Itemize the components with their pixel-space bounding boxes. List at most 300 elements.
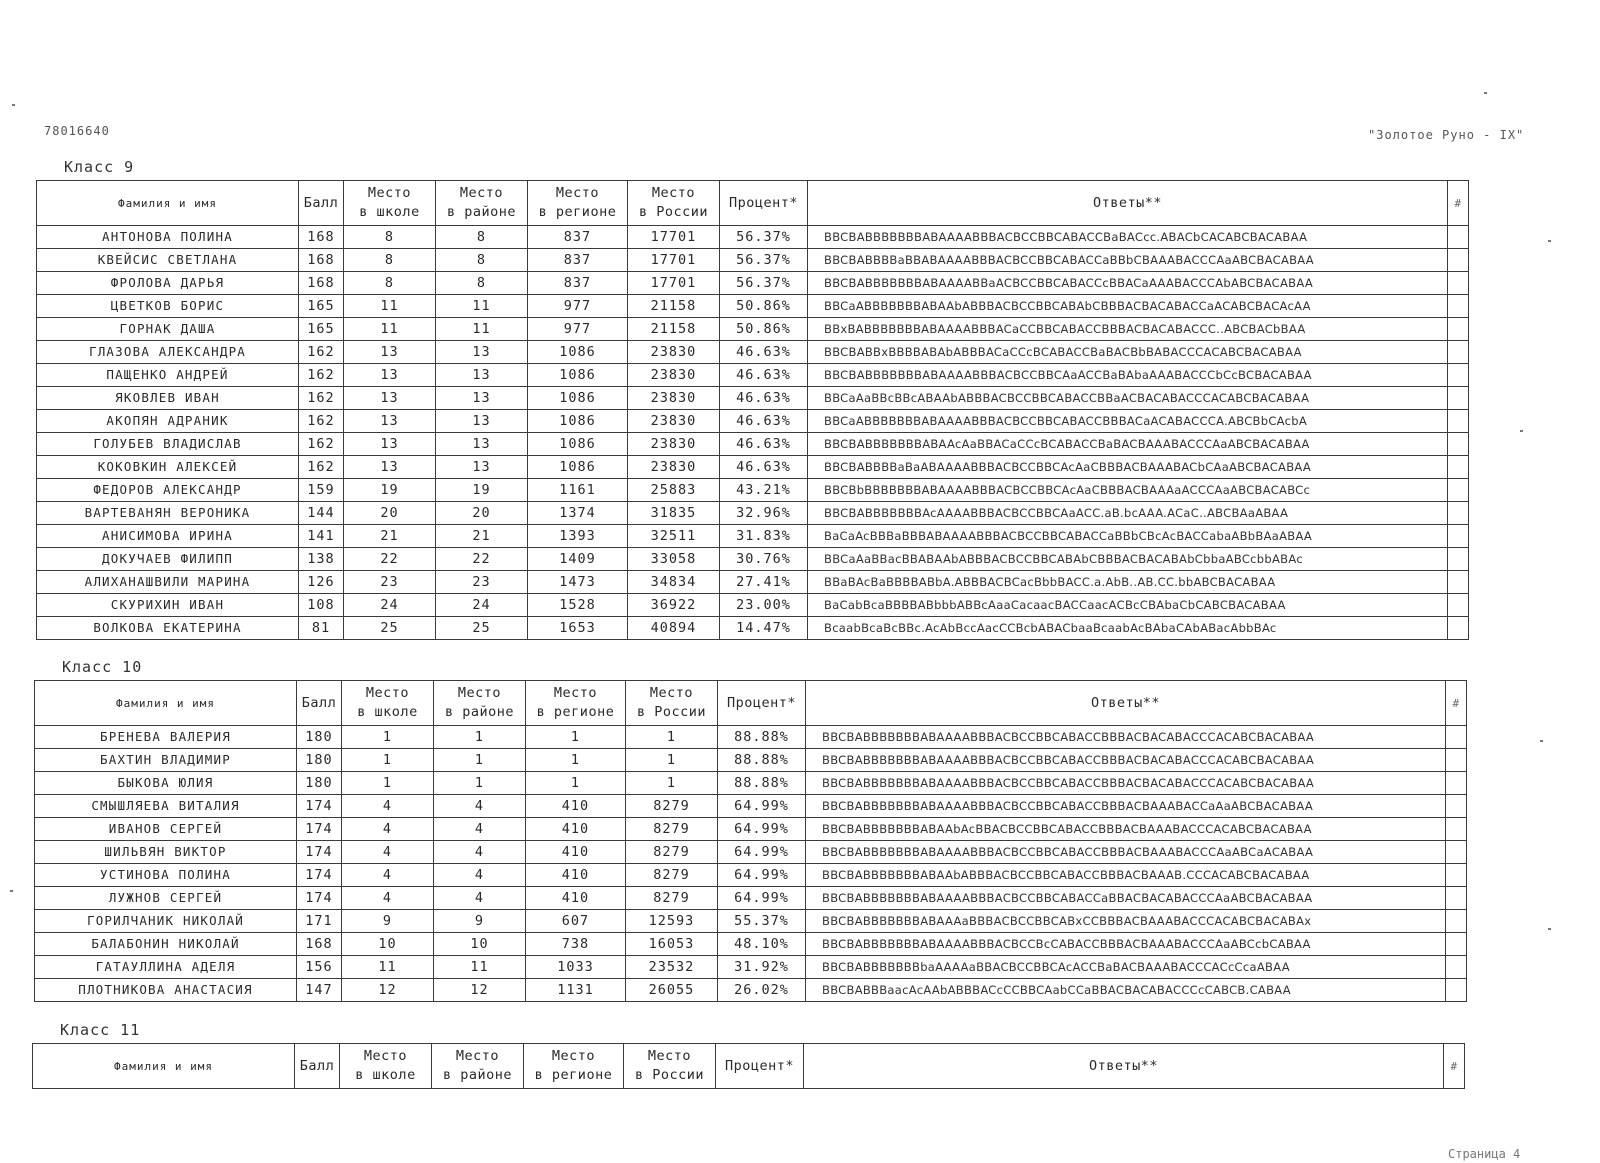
cell-school: 4: [342, 864, 434, 887]
cell-region: 607: [526, 910, 626, 933]
cell-name: ВАРТЕВАНЯН ВЕРОНИКА: [37, 502, 299, 525]
cell-percent: 26.02%: [718, 979, 806, 1002]
table-row: [37, 433, 1469, 456]
cell-percent: 46.63%: [720, 456, 808, 479]
cell-answers: BBCaABBBBBBBABAAbABBBACBCCBBCABAbCBBBACBACABACCaACABCBACAcAA: [808, 295, 1448, 318]
cell-russia: 12593: [626, 910, 718, 933]
cell-answers: BBCaAaBBcBBcABAAbABBBACBCCBBCABACCBBaACBACABACCCACABCBACABAA: [808, 387, 1448, 410]
cell-district: 8: [436, 272, 528, 295]
cell-hash: [1446, 841, 1467, 864]
cell-score: 147: [297, 979, 342, 1002]
cell-russia: 21158: [628, 318, 720, 341]
cell-name: КВЕЙСИС СВЕТЛАНА: [37, 249, 299, 272]
cell-district: 11: [434, 956, 526, 979]
col-russia-place: Место в России: [626, 681, 718, 726]
cell-percent: 46.63%: [720, 341, 808, 364]
cell-hash: [1448, 525, 1469, 548]
cell-name: КОКОВКИН АЛЕКСЕЙ: [37, 456, 299, 479]
col-school-place: Место в школе: [340, 1044, 432, 1089]
cell-name: АЛИХАНАШВИЛИ МАРИНА: [37, 571, 299, 594]
cell-name: ГОЛУБЕВ ВЛАДИСЛАВ: [37, 433, 299, 456]
col-district-place: Место в районе: [434, 681, 526, 726]
results-table-class-9: [36, 180, 1468, 640]
scan-speck: [1520, 430, 1523, 432]
document-id: 78016640: [44, 124, 110, 138]
page-number: Страница 4: [1448, 1147, 1521, 1161]
cell-russia: 26055: [626, 979, 718, 1002]
col-percent: Процент*: [718, 681, 806, 726]
cell-answers: BBaBAcBaBBBBABbA.ABBBACBCacBbbBACC.a.AbB..AB.CC.bbABCBACABAA: [808, 571, 1448, 594]
cell-russia: 23830: [628, 433, 720, 456]
cell-school: 4: [342, 841, 434, 864]
cell-region: 1: [526, 772, 626, 795]
cell-name: АКОПЯН АДРАНИК: [37, 410, 299, 433]
cell-school: 1: [342, 749, 434, 772]
col-region-place: Место в регионе: [526, 681, 626, 726]
cell-hash: [1448, 456, 1469, 479]
cell-score: 168: [297, 933, 342, 956]
cell-name: ИВАНОВ СЕРГЕЙ: [35, 818, 297, 841]
cell-russia: 8279: [626, 818, 718, 841]
cell-school: 13: [344, 341, 436, 364]
cell-region: 1131: [526, 979, 626, 1002]
cell-answers: BBCBABBBBBBBABAAcAaBBACaCCcBCABACCBaBACBAAABACCCAaABCBACABAA: [808, 433, 1448, 456]
cell-school: 8: [344, 272, 436, 295]
cell-hash: [1446, 979, 1467, 1002]
cell-district: 11: [436, 318, 528, 341]
col-russia-place: Место в России: [624, 1044, 716, 1089]
cell-district: 21: [436, 525, 528, 548]
cell-school: 1: [342, 772, 434, 795]
table-row: [35, 749, 1467, 772]
scan-speck: [12, 104, 15, 106]
cell-name: ШИЛЬВЯН ВИКТОР: [35, 841, 297, 864]
table-row: [37, 226, 1469, 249]
cell-district: 1: [434, 749, 526, 772]
cell-score: 180: [297, 726, 342, 749]
cell-district: 25: [436, 617, 528, 640]
cell-score: 168: [299, 249, 344, 272]
cell-region: 977: [528, 318, 628, 341]
col-hash: #: [1446, 681, 1467, 726]
cell-district: 13: [436, 341, 528, 364]
cell-score: 141: [299, 525, 344, 548]
cell-percent: 55.37%: [718, 910, 806, 933]
cell-region: 1086: [528, 410, 628, 433]
col-district-place: Место в районе: [436, 181, 528, 226]
col-school-place: Место в школе: [344, 181, 436, 226]
col-district-place: Место в районе: [432, 1044, 524, 1089]
cell-russia: 32511: [628, 525, 720, 548]
col-score: Балл: [295, 1044, 340, 1089]
cell-name: ГОРИЛЧАНИК НИКОЛАЙ: [35, 910, 297, 933]
cell-russia: 1: [626, 749, 718, 772]
cell-score: 159: [299, 479, 344, 502]
cell-school: 23: [344, 571, 436, 594]
cell-percent: 88.88%: [718, 772, 806, 795]
cell-answers: BBCBABBBBBBBbaAAAAaBBACBCCBBCAcACCBaBACBAAABACCCACcCcaABAA: [806, 956, 1446, 979]
scan-speck: [1484, 92, 1487, 94]
cell-region: 1086: [528, 456, 628, 479]
cell-score: 168: [299, 226, 344, 249]
table-row: [35, 818, 1467, 841]
cell-school: 19: [344, 479, 436, 502]
cell-percent: 56.37%: [720, 226, 808, 249]
cell-score: 162: [299, 410, 344, 433]
cell-region: 410: [526, 795, 626, 818]
col-hash: #: [1448, 181, 1469, 226]
cell-region: 1086: [528, 433, 628, 456]
table-row: [37, 456, 1469, 479]
cell-name: СКУРИХИН ИВАН: [37, 594, 299, 617]
cell-russia: 23830: [628, 364, 720, 387]
cell-school: 13: [344, 410, 436, 433]
cell-name: ГЛАЗОВА АЛЕКСАНДРА: [37, 341, 299, 364]
cell-name: ЯКОВЛЕВ ИВАН: [37, 387, 299, 410]
cell-russia: 8279: [626, 864, 718, 887]
cell-hash: [1446, 933, 1467, 956]
cell-score: 162: [299, 433, 344, 456]
cell-district: 13: [436, 410, 528, 433]
table-row: [37, 548, 1469, 571]
cell-school: 1: [342, 726, 434, 749]
cell-percent: 48.10%: [718, 933, 806, 956]
cell-score: 165: [299, 318, 344, 341]
cell-hash: [1448, 410, 1469, 433]
cell-score: 108: [299, 594, 344, 617]
cell-name: ПЛОТНИКОВА АНАСТАСИЯ: [35, 979, 297, 1002]
cell-answers: BaCaAcBBBaBBBABAAAABBBACBCCBBCABACCaBBbCBcAcBACCabaABbBAaABAA: [808, 525, 1448, 548]
cell-answers: BBCBABBBBBBBABAAAaBBBACBCCBBCABxCCBBBACBAAABACCCACABCBACABAx: [806, 910, 1446, 933]
cell-name: БАЛАБОНИН НИКОЛАЙ: [35, 933, 297, 956]
cell-region: 1: [526, 726, 626, 749]
table-row: [37, 502, 1469, 525]
cell-percent: 88.88%: [718, 749, 806, 772]
col-percent: Процент*: [720, 181, 808, 226]
cell-answers: BBCBABBBBBBBABAAAABBBACBCCBBCAaACCBaBAbaAAABACCCbCcBCBACABAA: [808, 364, 1448, 387]
table-header-row: [35, 681, 1467, 726]
cell-district: 1: [434, 772, 526, 795]
table-row: [37, 410, 1469, 433]
cell-answers: BBCBABBBaacAcAAbABBBACcCCBBCAabCCaBBACBACABACCCcCABCB.CABAA: [806, 979, 1446, 1002]
table-row: [35, 726, 1467, 749]
cell-school: 11: [344, 295, 436, 318]
cell-name: БРЕНЕВА ВАЛЕРИЯ: [35, 726, 297, 749]
cell-score: 165: [299, 295, 344, 318]
cell-russia: 33058: [628, 548, 720, 571]
cell-russia: 34834: [628, 571, 720, 594]
cell-hash: [1448, 571, 1469, 594]
results-table-class-11: [32, 1043, 1464, 1089]
cell-name: ЦВЕТКОВ БОРИС: [37, 295, 299, 318]
cell-score: 162: [299, 387, 344, 410]
cell-score: 162: [299, 341, 344, 364]
cell-percent: 46.63%: [720, 364, 808, 387]
cell-district: 19: [436, 479, 528, 502]
cell-school: 24: [344, 594, 436, 617]
table-row: [37, 525, 1469, 548]
cell-school: 22: [344, 548, 436, 571]
cell-russia: 16053: [626, 933, 718, 956]
contest-title: "Золотое Руно - IX": [1368, 128, 1525, 142]
cell-percent: 31.83%: [720, 525, 808, 548]
cell-score: 174: [297, 841, 342, 864]
cell-school: 10: [342, 933, 434, 956]
cell-percent: 32.96%: [720, 502, 808, 525]
cell-hash: [1448, 433, 1469, 456]
cell-district: 4: [434, 864, 526, 887]
cell-percent: 64.99%: [718, 795, 806, 818]
cell-hash: [1448, 594, 1469, 617]
cell-name: ДОКУЧАЕВ ФИЛИПП: [37, 548, 299, 571]
table-row: [37, 594, 1469, 617]
cell-school: 11: [344, 318, 436, 341]
cell-score: 162: [299, 364, 344, 387]
cell-hash: [1448, 272, 1469, 295]
cell-russia: 8279: [626, 887, 718, 910]
cell-hash: [1446, 795, 1467, 818]
cell-hash: [1448, 479, 1469, 502]
cell-score: 174: [297, 818, 342, 841]
cell-district: 23: [436, 571, 528, 594]
col-name: Фамилия и имя: [37, 181, 299, 226]
cell-name: ПАЩЕНКО АНДРЕЙ: [37, 364, 299, 387]
cell-answers: BBCBABBBBBBBABAAAABBBACBCCBBCABACCBBBACBAAABACCaAaABCBACABAA: [806, 795, 1446, 818]
cell-percent: 64.99%: [718, 864, 806, 887]
table-row: [35, 772, 1467, 795]
scan-speck: [1548, 928, 1551, 930]
cell-district: 24: [436, 594, 528, 617]
cell-hash: [1446, 956, 1467, 979]
cell-name: ГАТАУЛЛИНА АДЕЛЯ: [35, 956, 297, 979]
cell-name: УСТИНОВА ПОЛИНА: [35, 864, 297, 887]
cell-district: 12: [434, 979, 526, 1002]
cell-score: 138: [299, 548, 344, 571]
table-row: [35, 887, 1467, 910]
cell-percent: 27.41%: [720, 571, 808, 594]
cell-hash: [1448, 387, 1469, 410]
table-row: [37, 364, 1469, 387]
cell-school: 9: [342, 910, 434, 933]
cell-answers: BBCBABBBBBBBABAAbABBBACBCCBBCABACCBBBACBAAAB.CCCACABCBACABAA: [806, 864, 1446, 887]
cell-hash: [1448, 364, 1469, 387]
cell-region: 1528: [528, 594, 628, 617]
cell-percent: 64.99%: [718, 887, 806, 910]
cell-score: 180: [297, 749, 342, 772]
cell-percent: 46.63%: [720, 433, 808, 456]
cell-region: 410: [526, 818, 626, 841]
cell-russia: 21158: [628, 295, 720, 318]
table-row: [35, 933, 1467, 956]
cell-answers: BBCBABBxBBBBABAbABBBACaCCcBCABACCBaBACBbBABACCCACABCBACABAA: [808, 341, 1448, 364]
cell-percent: 50.86%: [720, 295, 808, 318]
cell-answers: BcaabBcaBcBBc.AcAbBccAacCCBcbABACbaaBcaabAcBAbaCAbABacAbbBAc: [808, 617, 1448, 640]
cell-russia: 23830: [628, 410, 720, 433]
cell-score: 168: [299, 272, 344, 295]
cell-name: СМЫШЛЯЕВА ВИТАЛИЯ: [35, 795, 297, 818]
col-region-place: Место в регионе: [528, 181, 628, 226]
cell-score: 126: [299, 571, 344, 594]
cell-region: 410: [526, 841, 626, 864]
cell-percent: 31.92%: [718, 956, 806, 979]
table-row: [35, 979, 1467, 1002]
table-row: [35, 864, 1467, 887]
cell-district: 8: [436, 249, 528, 272]
cell-name: ФРОЛОВА ДАРЬЯ: [37, 272, 299, 295]
cell-district: 13: [436, 364, 528, 387]
cell-name: БЫКОВА ЮЛИЯ: [35, 772, 297, 795]
cell-hash: [1448, 295, 1469, 318]
table-row: [37, 318, 1469, 341]
col-name: Фамилия и имя: [35, 681, 297, 726]
cell-score: 171: [297, 910, 342, 933]
cell-answers: BBCaABBBBBBBABAAAABBBACBCCBBCABACCBBBACaACABACCCA.ABCBbCAcbA: [808, 410, 1448, 433]
cell-hash: [1448, 341, 1469, 364]
cell-hash: [1448, 318, 1469, 341]
cell-region: 837: [528, 226, 628, 249]
cell-answers: BBCBABBBBBBBABAAAABBBACBCCBBCABACCBBBACBACABACCCACABCBACABAA: [806, 772, 1446, 795]
cell-russia: 31835: [628, 502, 720, 525]
cell-school: 4: [342, 818, 434, 841]
cell-region: 1161: [528, 479, 628, 502]
cell-hash: [1446, 726, 1467, 749]
scan-speck: [1540, 740, 1543, 742]
col-russia-place: Место в России: [628, 181, 720, 226]
cell-answers: BBxBABBBBBBBABAAAABBBACaCCBBCABACCBBBACBACABACCC..ABCBACbBAA: [808, 318, 1448, 341]
cell-answers: BBCBABBBBaBBABAAAABBBACBCCBBCABACCaBBbCBAAABACCCAaABCBACABAA: [808, 249, 1448, 272]
cell-region: 1033: [526, 956, 626, 979]
cell-hash: [1446, 749, 1467, 772]
cell-district: 8: [436, 226, 528, 249]
section-title-class-10: Класс 10: [62, 658, 143, 676]
cell-russia: 23830: [628, 341, 720, 364]
cell-school: 4: [342, 887, 434, 910]
cell-district: 13: [436, 456, 528, 479]
cell-score: 174: [297, 795, 342, 818]
cell-name: ГОРНАК ДАША: [37, 318, 299, 341]
cell-answers: BBCBABBBBBBBABAAAABBBACBCCBcCABACCBBBACBAAABACCCAaABCcbCABAA: [806, 933, 1446, 956]
cell-russia: 17701: [628, 249, 720, 272]
table-row: [37, 249, 1469, 272]
cell-russia: 17701: [628, 272, 720, 295]
cell-school: 12: [342, 979, 434, 1002]
cell-hash: [1448, 548, 1469, 571]
cell-school: 21: [344, 525, 436, 548]
cell-score: 174: [297, 887, 342, 910]
cell-district: 4: [434, 887, 526, 910]
cell-region: 1374: [528, 502, 628, 525]
cell-hash: [1446, 887, 1467, 910]
cell-school: 13: [344, 433, 436, 456]
col-hash: #: [1444, 1044, 1465, 1089]
table-row: [37, 295, 1469, 318]
cell-school: 25: [344, 617, 436, 640]
cell-percent: 88.88%: [718, 726, 806, 749]
col-answers: Ответы**: [804, 1044, 1444, 1089]
cell-district: 1: [434, 726, 526, 749]
cell-region: 1393: [528, 525, 628, 548]
cell-russia: 17701: [628, 226, 720, 249]
col-region-place: Место в регионе: [524, 1044, 624, 1089]
cell-school: 13: [344, 364, 436, 387]
cell-name: ЛУЖНОВ СЕРГЕЙ: [35, 887, 297, 910]
cell-hash: [1448, 226, 1469, 249]
cell-district: 20: [436, 502, 528, 525]
cell-answers: BBCBABBBBaBaABAAAABBBACBCCBBCAcAaCBBBACBAAABACbCAaABCBACABAA: [808, 456, 1448, 479]
cell-region: 1409: [528, 548, 628, 571]
cell-hash: [1448, 502, 1469, 525]
cell-school: 13: [344, 456, 436, 479]
cell-region: 410: [526, 864, 626, 887]
cell-answers: BBCBABBBBBBBABAAAABBBACBCCBBCABACCBBBACBACABACCCACABCBACABAA: [806, 749, 1446, 772]
cell-name: АНИСИМОВА ИРИНА: [37, 525, 299, 548]
table-header-row: [37, 181, 1469, 226]
cell-school: 4: [342, 795, 434, 818]
cell-name: АНТОНОВА ПОЛИНА: [37, 226, 299, 249]
cell-district: 13: [436, 433, 528, 456]
table-row: [37, 272, 1469, 295]
cell-answers: BBCBABBBBBBBAcAAAABBBACBCCBBCAaACC.aB.bcAAA.ACaC..ABCBAaABAA: [808, 502, 1448, 525]
cell-answers: BBCBABBBBBBBABAAAABBBACBCCBBCABACCBBBACBAAABACCCAaABCaACABAA: [806, 841, 1446, 864]
cell-hash: [1446, 818, 1467, 841]
cell-score: 162: [299, 456, 344, 479]
section-title-class-11: Класс 11: [60, 1021, 141, 1039]
col-percent: Процент*: [716, 1044, 804, 1089]
cell-district: 10: [434, 933, 526, 956]
cell-region: 1086: [528, 364, 628, 387]
cell-percent: 64.99%: [718, 841, 806, 864]
cell-district: 11: [436, 295, 528, 318]
cell-russia: 8279: [626, 841, 718, 864]
cell-school: 8: [344, 249, 436, 272]
cell-region: 837: [528, 272, 628, 295]
cell-region: 410: [526, 887, 626, 910]
scan-speck: [1548, 240, 1551, 242]
cell-percent: 46.63%: [720, 387, 808, 410]
cell-answers: BBCBABBBBBBBABAAAABBaACBCCBBCABACCcBBACaAAABACCCAbABCBACABAA: [808, 272, 1448, 295]
cell-district: 4: [434, 841, 526, 864]
cell-region: 1653: [528, 617, 628, 640]
col-score: Балл: [297, 681, 342, 726]
cell-name: ФЕДОРОВ АЛЕКСАНДР: [37, 479, 299, 502]
cell-answers: BBCaAaBBacBBABAAbABBBACBCCBBCABAbCBBBACBACABAbCbbaABCcbbABAc: [808, 548, 1448, 571]
cell-region: 837: [528, 249, 628, 272]
col-name: Фамилия и имя: [33, 1044, 295, 1089]
col-score: Балл: [299, 181, 344, 226]
cell-school: 20: [344, 502, 436, 525]
cell-score: 81: [299, 617, 344, 640]
cell-name: ВОЛКОВА ЕКАТЕРИНА: [37, 617, 299, 640]
col-answers: Ответы**: [806, 681, 1446, 726]
table-row: [35, 841, 1467, 864]
cell-district: 4: [434, 795, 526, 818]
results-table-class-10: [34, 680, 1466, 1002]
cell-hash: [1448, 249, 1469, 272]
cell-school: 13: [344, 387, 436, 410]
cell-district: 4: [434, 818, 526, 841]
table-row: [37, 341, 1469, 364]
cell-russia: 23532: [626, 956, 718, 979]
cell-district: 13: [436, 387, 528, 410]
cell-answers: BBCBABBBBBBBABAAAABBBACBCCBBCABACCBBBACBACABACCCACABCBACABAA: [806, 726, 1446, 749]
cell-name: БАХТИН ВЛАДИМИР: [35, 749, 297, 772]
cell-hash: [1446, 910, 1467, 933]
cell-russia: 23830: [628, 456, 720, 479]
cell-hash: [1446, 864, 1467, 887]
cell-russia: 23830: [628, 387, 720, 410]
cell-answers: BBCBABBBBBBBABAAAABBBACBCCBBCABACCaBBACBACABACCCAaABCBACABAA: [806, 887, 1446, 910]
table-header-row: [33, 1044, 1465, 1089]
